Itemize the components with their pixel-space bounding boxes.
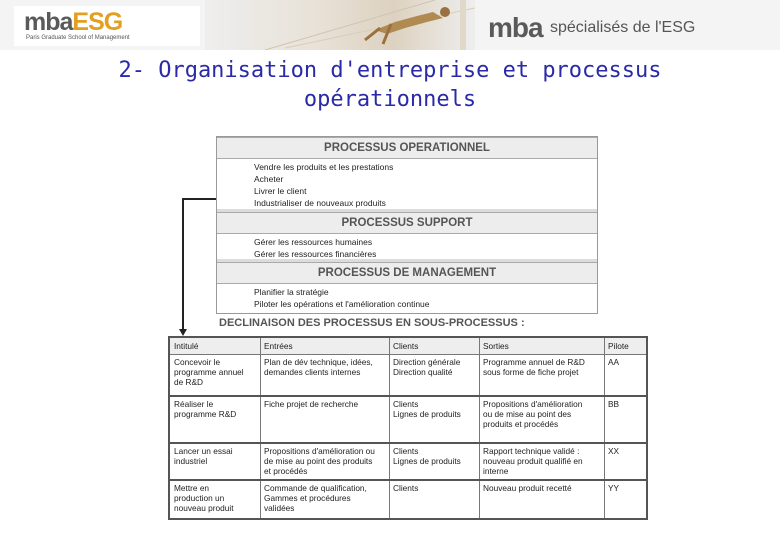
table-header-cell: Sorties (479, 338, 604, 354)
table-cell: Clients (393, 483, 419, 493)
table-row-divider (170, 479, 646, 481)
table-cell: Lancer un essai industriel (174, 446, 233, 466)
slide-title: 2- Organisation d'entreprise et processus opérationnels (118, 58, 662, 112)
processus-box (216, 136, 598, 314)
table-cell: AA (608, 357, 620, 367)
table-cell: Fiche projet de recherche (264, 399, 359, 409)
table-row-divider (170, 395, 646, 397)
table-cell: Rapport technique validé : nouveau produit qualifié en interne (483, 446, 583, 476)
table-cell: Nouveau produit recetté (483, 483, 572, 493)
connector-line (182, 199, 184, 329)
table-cell: Propositions d'amélioration ou de mise au point des produits et procédés (483, 399, 583, 429)
mba-specialises-brand: mba spécialisés de l'ESG (488, 12, 696, 43)
table-cell: Plan de dév technique, idées, demandes clients internes (264, 357, 373, 377)
table-cell: XX (608, 446, 620, 456)
table-cell: Propositions d'amélioration ou de mise au point des produits et procédés (264, 446, 375, 476)
processus-item: Industrialiser de nouveaux produits (254, 198, 386, 208)
table-column-divider (479, 338, 480, 518)
processus-support-heading: PROCESSUS SUPPORT (217, 212, 597, 234)
table-cell: YY (608, 483, 620, 493)
table-cell: Clients Lignes de produits (393, 446, 461, 466)
table-header-cell: Pilote (604, 338, 646, 354)
table-header-cell: Clients (389, 338, 479, 354)
processus-operationnel-heading: PROCESSUS OPERATIONNEL (217, 137, 597, 159)
processus-item: Livrer le client (254, 186, 307, 196)
table-cell: Réaliser le programme R&D (174, 399, 237, 419)
table-column-divider (604, 338, 605, 518)
processus-item: Gérer les ressources financières (254, 249, 377, 259)
table-header-cell: Intitulé (170, 338, 260, 354)
declinaison-heading: DECLINAISON DES PROCESSUS EN SOUS-PROCESSUS : (219, 317, 525, 329)
processus-item: Gérer les ressources humaines (254, 237, 373, 247)
header-banner (0, 0, 780, 50)
table-row-divider (170, 354, 646, 355)
table-cell: Concevoir le programme annuel de R&D (174, 357, 244, 387)
connector-line (182, 198, 216, 200)
table-cell: BB (608, 399, 620, 409)
logo-tagline: Paris Graduate School of Management (26, 35, 130, 41)
processus-item: Piloter les opérations et l'amélioration continue (254, 299, 430, 309)
processus-item: Vendre les produits et les prestations (254, 162, 394, 172)
sous-processus-table (168, 336, 648, 520)
table-cell: Commande de qualification, Gammes et procédures validées (264, 483, 367, 513)
processus-item: Planifier la stratégie (254, 287, 329, 297)
processus-management-heading: PROCESSUS DE MANAGEMENT (217, 262, 597, 284)
table-cell: Programme annuel de R&D sous forme de fiche projet (483, 357, 585, 377)
mba-esg-logo (14, 6, 200, 46)
arrow-down-icon (179, 329, 187, 336)
table-cell: Clients Lignes de produits (393, 399, 461, 419)
logo-wordmark: mbaESG (24, 8, 123, 36)
table-cell: Mettre en production un nouveau produit (174, 483, 234, 513)
table-cell: Direction générale Direction qualité (393, 357, 461, 377)
banner-athlete-image (205, 0, 475, 50)
table-column-divider (389, 338, 390, 518)
processus-item: Acheter (254, 174, 284, 184)
table-header-cell: Entrées (260, 338, 389, 354)
table-row-divider (170, 442, 646, 444)
table-column-divider (260, 338, 261, 518)
